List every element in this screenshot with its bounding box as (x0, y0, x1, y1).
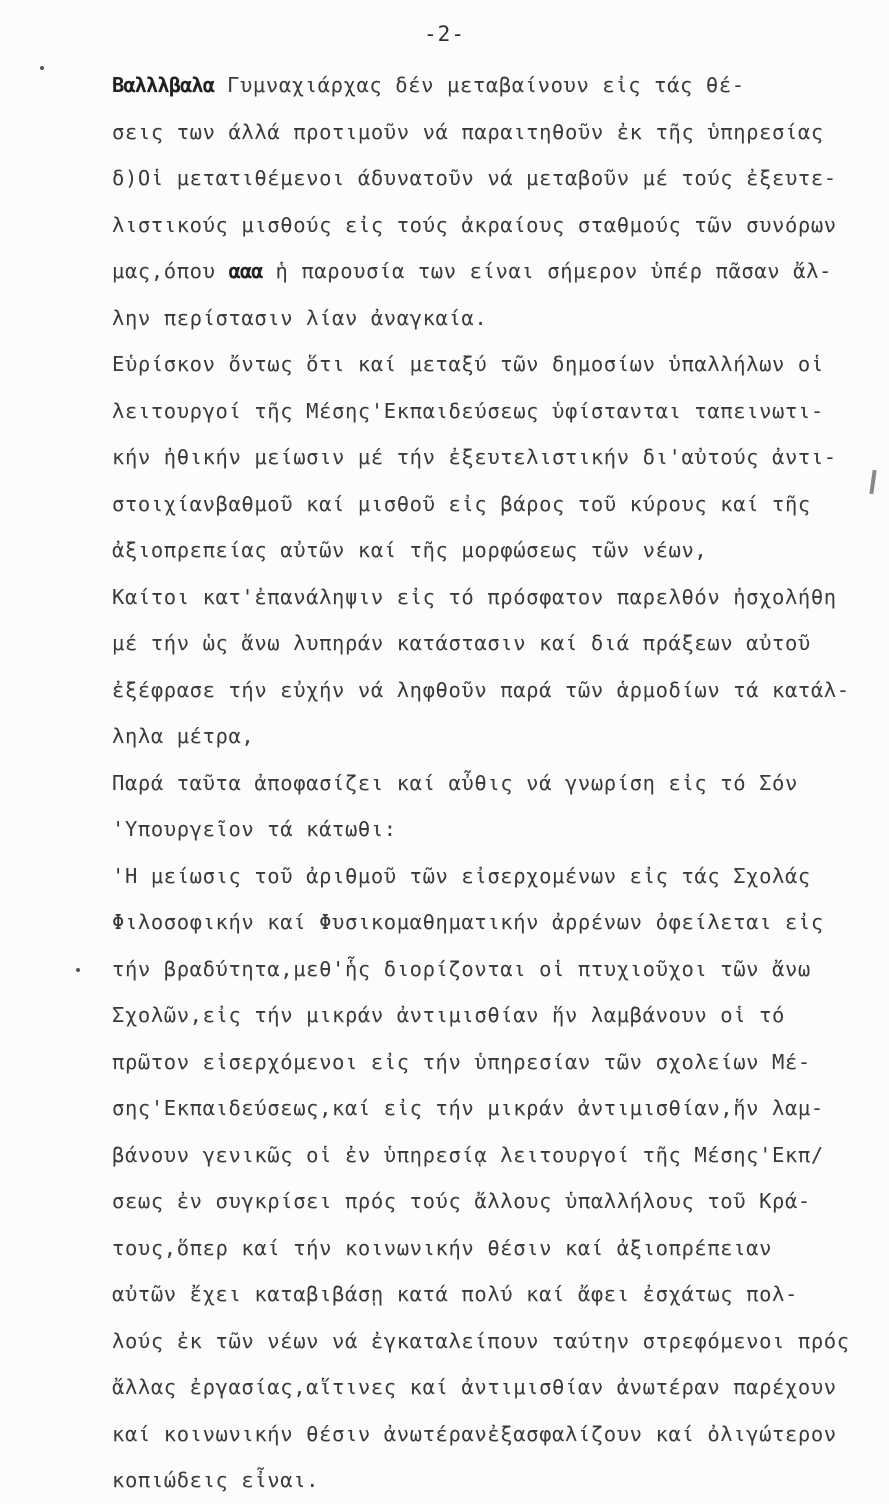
text-line: σεως ἐν συγκρίσει πρός τούς ἄλλους ὑπαλλήλους τοῦ Κρά- (112, 1189, 811, 1213)
text-line: ἐξέφρασε τήν εὐχήν νά ληφθοῦν παρά τῶν ἁρμοδίων τά κατάλ- (112, 677, 850, 702)
text-line: στοιχίανβαθμοῦ καί μισθοῦ εἰς βάρος τοῦ κύρους καί τῆς (112, 491, 811, 516)
text-line (112, 62, 872, 109)
text-line: λην περίστασιν λίαν ἀναγκαία. (112, 305, 488, 330)
text-line: αὐτῶν ἔχει καταβιβάσῃ κατά πολύ καί ἄφει ἐσχάτως πολ- (112, 1282, 798, 1306)
text-line: δ)Οἱ μετατιθέμενοι άδυνατοῦν νά μεταβοῦν μέ τούς ἐξευτε- (112, 166, 837, 190)
text-line: Σχολῶν,εἰς τήν μικράν ἀντιμισθίαν ἥν λαμβάνουν οἱ τό (112, 1003, 785, 1027)
text-line: σης'Εκπαιδεύσεως,καί εἰς τήν μικράν ἀντιμισθίαν,ἥν λαμ- (112, 1096, 824, 1120)
text-line: λειτουργοί τῆς Μέσης'Εκπαιδεύσεως ὑφίστανται ταπεινωτι- (112, 398, 824, 423)
text-line: τους,ὅπερ καί τήν κοινωνικήν θέσιν καί ἀξιοπρέπειαν (112, 1235, 773, 1260)
text-line: ἀξιοπρεπείας αὐτῶν καί τῆς μορφώσεως τῶν νέων, (112, 538, 708, 562)
text-line: σεις των άλλά προτιμοῦν νά παραιτηθοῦν ἐκ τῆς ὑπηρεσίας (112, 119, 824, 144)
text-line: Παρά ταῦτα ἀποφασίζει καί αὖθις νά γνωρίση εἰς τό Σόν (112, 770, 798, 795)
struck-out-text: Βαλλλβαλα (112, 73, 215, 97)
struck-out-text: ααα (228, 259, 263, 283)
line-text: ἡ παρουσία των είναι σήμερον ὑπέρ πᾶσαν ἄλ- (275, 259, 832, 283)
text-line: Εὑρίσκον ὄντως ὅτι καί μεταξύ τῶν δημοσίων ὑπαλλήλων οἱ (112, 352, 824, 376)
text-line: κήν ἠθικήν μείωσιν μέ τήν ἐξευτελιστικήν δι'αὐτούς ἀντι- (112, 445, 837, 469)
text-line: ληλα μέτρα, (112, 724, 255, 748)
text-line: λιστικούς μισθούς εἰς τούς ἀκραίους σταθμούς τῶν συνόρων (112, 212, 837, 237)
text-line (112, 248, 872, 295)
line-text: Γυμναχιάρχας δέν μεταβαίνουν εἰς τάς θέ- (227, 73, 745, 97)
text-line: 'Η μείωσις τοῦ ἀριθμοῦ τῶν εἰσερχομένων εἰς τάς Σχολάς (112, 863, 811, 888)
text-line: πρῶτον εἰσερχόμενοι εἰς τήν ὑπηρεσίαν τῶν σχολείων Μέ- (112, 1049, 811, 1074)
text-line: Καίτοι κατ'ἐπανάληψιν εἰς τό πρόσφατον παρελθόν ἠσχολήθη (112, 584, 837, 609)
page-number: -2- (424, 22, 465, 46)
text-line: Φιλοσοφικήν καί Φυσικομαθηματικήν ἀρρένων ὀφείλεται εἰς (112, 910, 824, 934)
text-line: καί κοινωνικήν θέσιν ἀνωτέρανἐξασφαλίζουν καί ὀλιγώτερον (112, 1421, 837, 1446)
text-line: λούς ἐκ τῶν νέων νά ἐγκαταλείπουν ταύτην στρεφόμενοι πρός (112, 1328, 850, 1353)
text-line: βάνουν γενικῶς οἱ ἐν ὑπηρεσίᾳ λειτουργοί τῆς Μέσης'Εκπ/ (112, 1142, 824, 1167)
text-line: μέ τήν ὡς ἄνω λυπηράν κατάστασιν καί διά πράξεων αὐτοῦ (112, 631, 811, 655)
line-prefix: μας,όπου (112, 259, 216, 283)
text-line: κοπιώδεις εἶναι. (112, 1468, 320, 1492)
margin-dot (76, 968, 80, 972)
text-line: τήν βραδύτητα,μεθ'ἧς διορίζονται οἱ πτυχιοῦχοι τῶν ἄνω (112, 956, 811, 981)
margin-dot (40, 66, 44, 70)
text-line: 'Υπουργεῖον τά κάτωθι: (112, 817, 397, 841)
text-line: ἄλλας ἐργασίας,αἵτινες καί ἀντιμισθίαν ἀνωτέραν παρέχουν (112, 1375, 837, 1399)
document-body (112, 62, 872, 1504)
